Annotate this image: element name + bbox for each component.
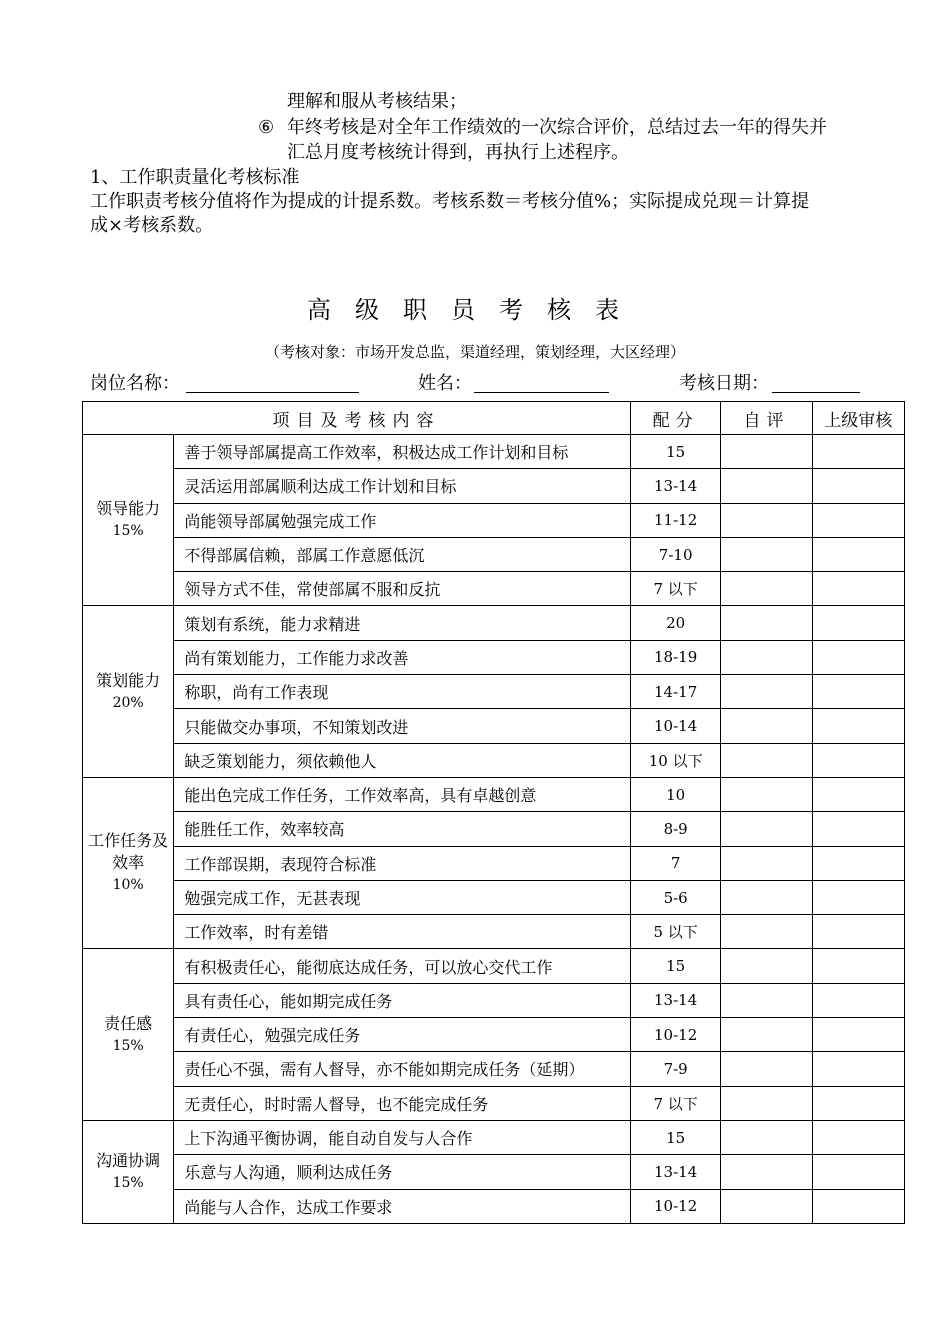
category-cell [83,1120,174,1223]
category-cell [83,777,174,948]
supervisor-review-cell[interactable] [812,572,904,606]
table-row [83,1189,905,1223]
self-eval-cell[interactable] [721,709,812,743]
supervisor-review-cell[interactable] [812,915,904,949]
self-eval-cell[interactable] [721,1052,812,1086]
score-cell: 10-12 [630,1189,720,1223]
supervisor-review-cell[interactable] [812,949,904,983]
supervisor-review-cell[interactable] [812,1086,904,1120]
category-cell [83,606,174,777]
criterion-text: 工作效率，时有差错 [174,915,631,949]
table-row [83,915,905,949]
self-eval-cell[interactable] [721,915,812,949]
score-cell: 7 [630,846,720,880]
score-cell: 11-12 [630,503,720,537]
supervisor-review-cell[interactable] [812,606,904,640]
criterion-text: 能胜任工作，效率较高 [174,812,631,846]
supervisor-review-cell[interactable] [812,435,904,469]
self-eval-cell[interactable] [721,1086,812,1120]
self-eval-cell[interactable] [721,435,812,469]
name-label: 姓名： [418,373,472,394]
criterion-text: 勉强完成工作，无甚表现 [174,880,631,914]
list-marker: ⑥ [258,117,275,138]
assessment-table [82,401,905,1224]
self-eval-cell[interactable] [721,880,812,914]
section-heading: 1、工作职责量化考核标准 [90,167,300,188]
supervisor-review-cell[interactable] [812,640,904,674]
supervisor-review-cell[interactable] [812,1189,904,1223]
score-cell: 10-14 [630,709,720,743]
score-cell: 7 以下 [630,1086,720,1120]
table-row [83,640,905,674]
table-row [83,709,905,743]
score-cell: 20 [630,606,720,640]
criterion-text: 上下沟通平衡协调，能自动自发与人合作 [174,1120,631,1154]
category-weight: 15% [112,1174,144,1191]
supervisor-review-cell[interactable] [812,675,904,709]
supervisor-review-cell[interactable] [812,469,904,503]
self-eval-cell[interactable] [721,469,812,503]
criterion-text: 有责任心，勉强完成任务 [174,1018,631,1052]
category-weight: 15% [112,523,144,540]
criterion-text: 领导方式不佳，常使部属不服和反抗 [174,572,631,606]
self-eval-cell[interactable] [721,503,812,537]
category-weight: 15% [112,1037,144,1054]
score-cell: 15 [630,435,720,469]
criterion-text: 尚能领导部属勉强完成工作 [174,503,631,537]
criterion-text: 只能做交办事项，不知策划改进 [174,709,631,743]
table-row [83,537,905,571]
category-name: 责任感 [104,1013,153,1033]
self-eval-cell[interactable] [721,640,812,674]
table-header-row [83,402,905,435]
criterion-text: 称职，尚有工作表现 [174,675,631,709]
criterion-text: 尚有策划能力，工作能力求改善 [174,640,631,674]
self-eval-cell[interactable] [721,983,812,1017]
score-cell: 15 [630,949,720,983]
table-row [83,1052,905,1086]
score-cell: 8-9 [630,812,720,846]
name-field[interactable] [474,392,609,393]
self-eval-cell[interactable] [721,949,812,983]
table-row [83,1155,905,1189]
supervisor-review-cell[interactable] [812,1052,904,1086]
supervisor-review-cell[interactable] [812,709,904,743]
self-eval-cell[interactable] [721,606,812,640]
score-cell: 5-6 [630,880,720,914]
score-cell: 7-9 [630,1052,720,1086]
category-cell [83,435,174,606]
table-row [83,675,905,709]
supervisor-review-cell[interactable] [812,777,904,811]
criterion-text: 无责任心，时时需人督导，也不能完成任务 [174,1086,631,1120]
paragraph-line: 成×考核系数。 [90,215,214,236]
score-cell: 10 [630,777,720,811]
score-cell: 13-14 [630,1155,720,1189]
position-label: 岗位名称： [90,373,180,394]
criterion-text: 能出色完成工作任务，工作效率高，具有卓越创意 [174,777,631,811]
header-item: 项目及考核内容 [83,402,631,435]
date-field[interactable] [772,392,860,393]
score-cell: 7 以下 [630,572,720,606]
category-weight: 10% [112,877,144,894]
score-cell: 7-10 [630,537,720,571]
supervisor-review-cell[interactable] [812,983,904,1017]
date-label: 考核日期： [679,373,769,394]
table-row [83,880,905,914]
supervisor-review-cell[interactable] [812,1018,904,1052]
supervisor-review-cell[interactable] [812,1155,904,1189]
position-field[interactable] [186,392,359,393]
paragraph-line: 工作职责考核分值将作为提成的计提系数。考核系数＝考核分值%；实际提成兑现＝计算提 [90,191,810,212]
category-name: 工作任务及效率 [88,831,169,873]
criterion-text: 善于领导部属提高工作效率，积极达成工作计划和目标 [174,435,631,469]
category-cell [83,949,174,1120]
table-row [83,435,905,469]
header-score: 配分 [630,402,720,435]
header-supervisor: 上级审核 [812,402,904,435]
supervisor-review-cell[interactable] [812,537,904,571]
score-cell: 18-19 [630,640,720,674]
criterion-text: 缺乏策划能力，须依赖他人 [174,743,631,777]
header-self: 自评 [721,402,812,435]
self-eval-cell[interactable] [721,675,812,709]
self-eval-cell[interactable] [721,1155,812,1189]
table-row [83,1120,905,1154]
category-name: 领导能力 [96,499,161,519]
table-row [83,503,905,537]
intro-line: 理解和服从考核结果； [287,91,467,112]
supervisor-review-cell[interactable] [812,880,904,914]
criterion-text: 尚能与人合作，达成工作要求 [174,1189,631,1223]
table-row [83,606,905,640]
self-eval-cell[interactable] [721,1018,812,1052]
score-cell: 14-17 [630,675,720,709]
category-name: 策划能力 [96,670,161,690]
supervisor-review-cell[interactable] [812,1120,904,1154]
score-cell: 15 [630,1120,720,1154]
intro-line: 汇总月度考核统计得到，再执行上述程序。 [287,142,629,163]
criterion-text: 工作部误期，表现符合标准 [174,846,631,880]
criterion-text: 乐意与人沟通，顺利达成任务 [174,1155,631,1189]
supervisor-review-cell[interactable] [812,743,904,777]
criterion-text: 不得部属信赖，部属工作意愿低沉 [174,537,631,571]
table-row [83,777,905,811]
category-weight: 20% [112,694,144,711]
self-eval-cell[interactable] [721,572,812,606]
score-cell: 13-14 [630,469,720,503]
table-row [83,983,905,1017]
self-eval-cell[interactable] [721,777,812,811]
self-eval-cell[interactable] [721,743,812,777]
table-row [83,1086,905,1120]
criterion-text: 具有责任心，能如期完成任务 [174,983,631,1017]
score-cell: 5 以下 [630,915,720,949]
supervisor-review-cell[interactable] [812,846,904,880]
self-eval-cell[interactable] [721,1189,812,1223]
criterion-text: 有积极责任心，能彻底达成任务，可以放心交代工作 [174,949,631,983]
table-row [83,812,905,846]
criterion-text: 灵活运用部属顺利达成工作计划和目标 [174,469,631,503]
table-row [83,743,905,777]
table-row [83,846,905,880]
self-eval-cell[interactable] [721,537,812,571]
criterion-text: 责任心不强，需有人督导，亦不能如期完成任务（延期） [174,1052,631,1086]
table-row [83,1018,905,1052]
score-cell: 13-14 [630,983,720,1017]
table-row [83,469,905,503]
category-name: 沟通协调 [96,1150,161,1170]
form-subtitle: （考核对象：市场开发总监，渠道经理，策划经理，大区经理） [264,343,685,361]
supervisor-review-cell[interactable] [812,812,904,846]
score-cell: 10-12 [630,1018,720,1052]
intro-line: 年终考核是对全年工作绩效的一次综合评价，总结过去一年的得失并 [287,117,827,138]
self-eval-cell[interactable] [721,1120,812,1154]
self-eval-cell[interactable] [721,812,812,846]
table-row [83,572,905,606]
table-row [83,949,905,983]
self-eval-cell[interactable] [721,846,812,880]
supervisor-review-cell[interactable] [812,503,904,537]
score-cell: 10 以下 [630,743,720,777]
form-title: 高级职员考核表 [307,296,643,324]
criterion-text: 策划有系统，能力求精进 [174,606,631,640]
